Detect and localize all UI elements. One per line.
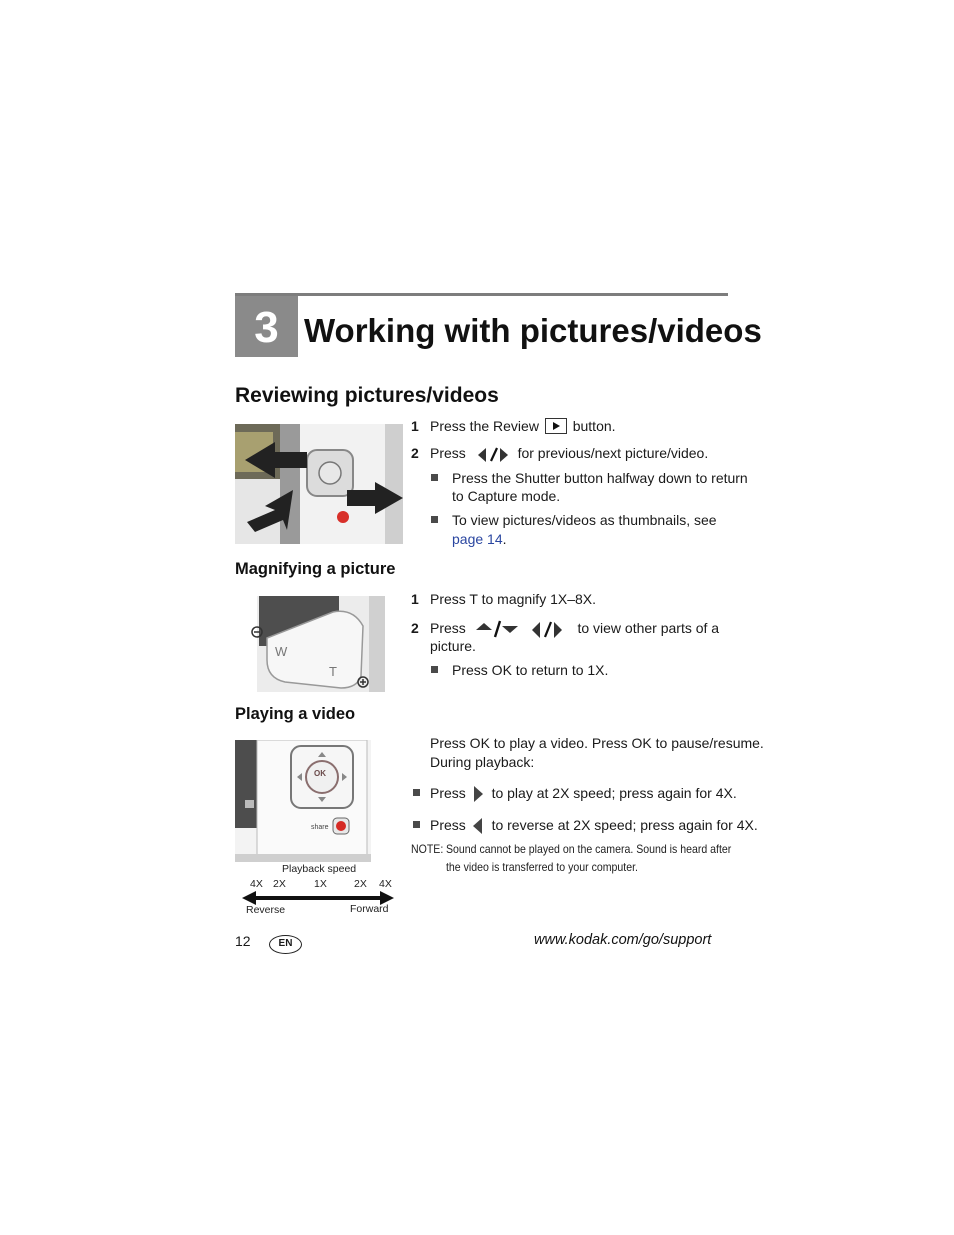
period: .	[502, 531, 507, 547]
language-badge: EN	[269, 935, 302, 954]
section-heading-reviewing: Reviewing pictures/videos	[235, 384, 499, 407]
speed-label-reverse-2x: 2X	[273, 878, 286, 890]
zoom-w-label: W	[275, 644, 288, 659]
review-step-2	[430, 444, 708, 462]
review-step-1-text: Press the Review	[430, 418, 539, 434]
review-step-1-text-end: button.	[572, 418, 616, 434]
review-step-2-text-end: for previous/next picture/video.	[517, 445, 709, 461]
chapter-rule	[235, 293, 728, 296]
magnify-bullet-1: Press OK to return to 1X.	[452, 662, 609, 678]
review-bullet-1-line-1: Press the Shutter button halfway down to return	[452, 470, 748, 486]
magnify-step-2-text: Press	[430, 620, 466, 636]
video-bullet-2	[430, 816, 758, 835]
up-down-arrows-icon	[476, 620, 518, 638]
support-url[interactable]: www.kodak.com/go/support	[534, 932, 712, 948]
review-bullet-1-line-2: to Capture mode.	[452, 488, 561, 504]
share-button-label: share	[311, 824, 329, 831]
review-step-2-number: 2	[411, 445, 419, 461]
section-heading-magnifying: Magnifying a picture	[235, 560, 396, 578]
review-bullet-2-line-1: To view pictures/videos as thumbnails, see	[452, 512, 717, 528]
video-bullet-1	[430, 784, 737, 803]
review-play-icon	[545, 418, 567, 434]
video-bullet-1-text: Press	[430, 785, 466, 801]
camera-playback-illustration	[235, 740, 371, 862]
magnify-step-2-text-end: to view other parts of a	[577, 620, 720, 636]
bullet-marker	[431, 666, 438, 673]
reverse-label: Reverse	[246, 904, 286, 916]
chapter-title: Working with pictures/videos	[304, 312, 762, 349]
speed-label-reverse-4x: 4X	[250, 878, 263, 890]
video-intro-line-2: During playback:	[430, 754, 535, 770]
zoom-t-label: T	[329, 664, 337, 679]
magnify-step-1: Press T to magnify 1X–8X.	[430, 591, 597, 607]
page-number: 12	[235, 933, 251, 949]
video-bullet-2-text: Press	[430, 817, 466, 833]
magnify-step-2-number: 2	[411, 620, 419, 636]
bullet-marker	[431, 516, 438, 523]
ok-button-label: OK	[314, 769, 326, 778]
review-step-1	[430, 417, 616, 435]
left-arrow-icon	[472, 817, 484, 835]
review-step-1-number: 1	[411, 418, 419, 434]
video-bullet-1-text-end: to play at 2X speed; press again for 4X.	[491, 785, 737, 801]
magnify-step-2	[430, 619, 719, 638]
review-bullet-2-line-2	[452, 530, 507, 548]
speed-label-forward-2x: 2X	[354, 878, 367, 890]
chapter-number: 3	[235, 296, 298, 357]
left-right-arrows-icon	[530, 620, 566, 638]
note-line-2: the video is transferred to your computer.	[446, 860, 638, 874]
left-right-arrows-icon	[476, 446, 512, 462]
magnify-step-1-number: 1	[411, 591, 419, 607]
review-step-2-text: Press	[430, 445, 466, 461]
page-14-link[interactable]: page 14	[452, 531, 503, 547]
speed-label-1x: 1X	[314, 878, 327, 890]
note-line-1: Sound cannot be played on the camera. Sound is heard after	[446, 842, 732, 856]
forward-label: Forward	[350, 903, 389, 915]
video-intro-line-1: Press OK to play a video. Press OK to pause/resume.	[430, 735, 764, 751]
bullet-marker	[413, 789, 420, 796]
video-bullet-2-text-end: to reverse at 2X speed; press again for 4X.	[491, 817, 758, 833]
note-label: NOTE:	[411, 842, 444, 856]
bullet-marker	[413, 821, 420, 828]
section-heading-playing: Playing a video	[235, 705, 356, 723]
right-arrow-icon	[472, 785, 484, 803]
bullet-marker	[431, 474, 438, 481]
camera-review-illustration	[235, 424, 403, 544]
zoom-lever-illustration	[245, 594, 395, 694]
playback-speed-title: Playback speed	[282, 863, 357, 875]
speed-label-forward-4x: 4X	[379, 878, 392, 890]
magnify-step-2-line-2: picture.	[430, 638, 476, 654]
